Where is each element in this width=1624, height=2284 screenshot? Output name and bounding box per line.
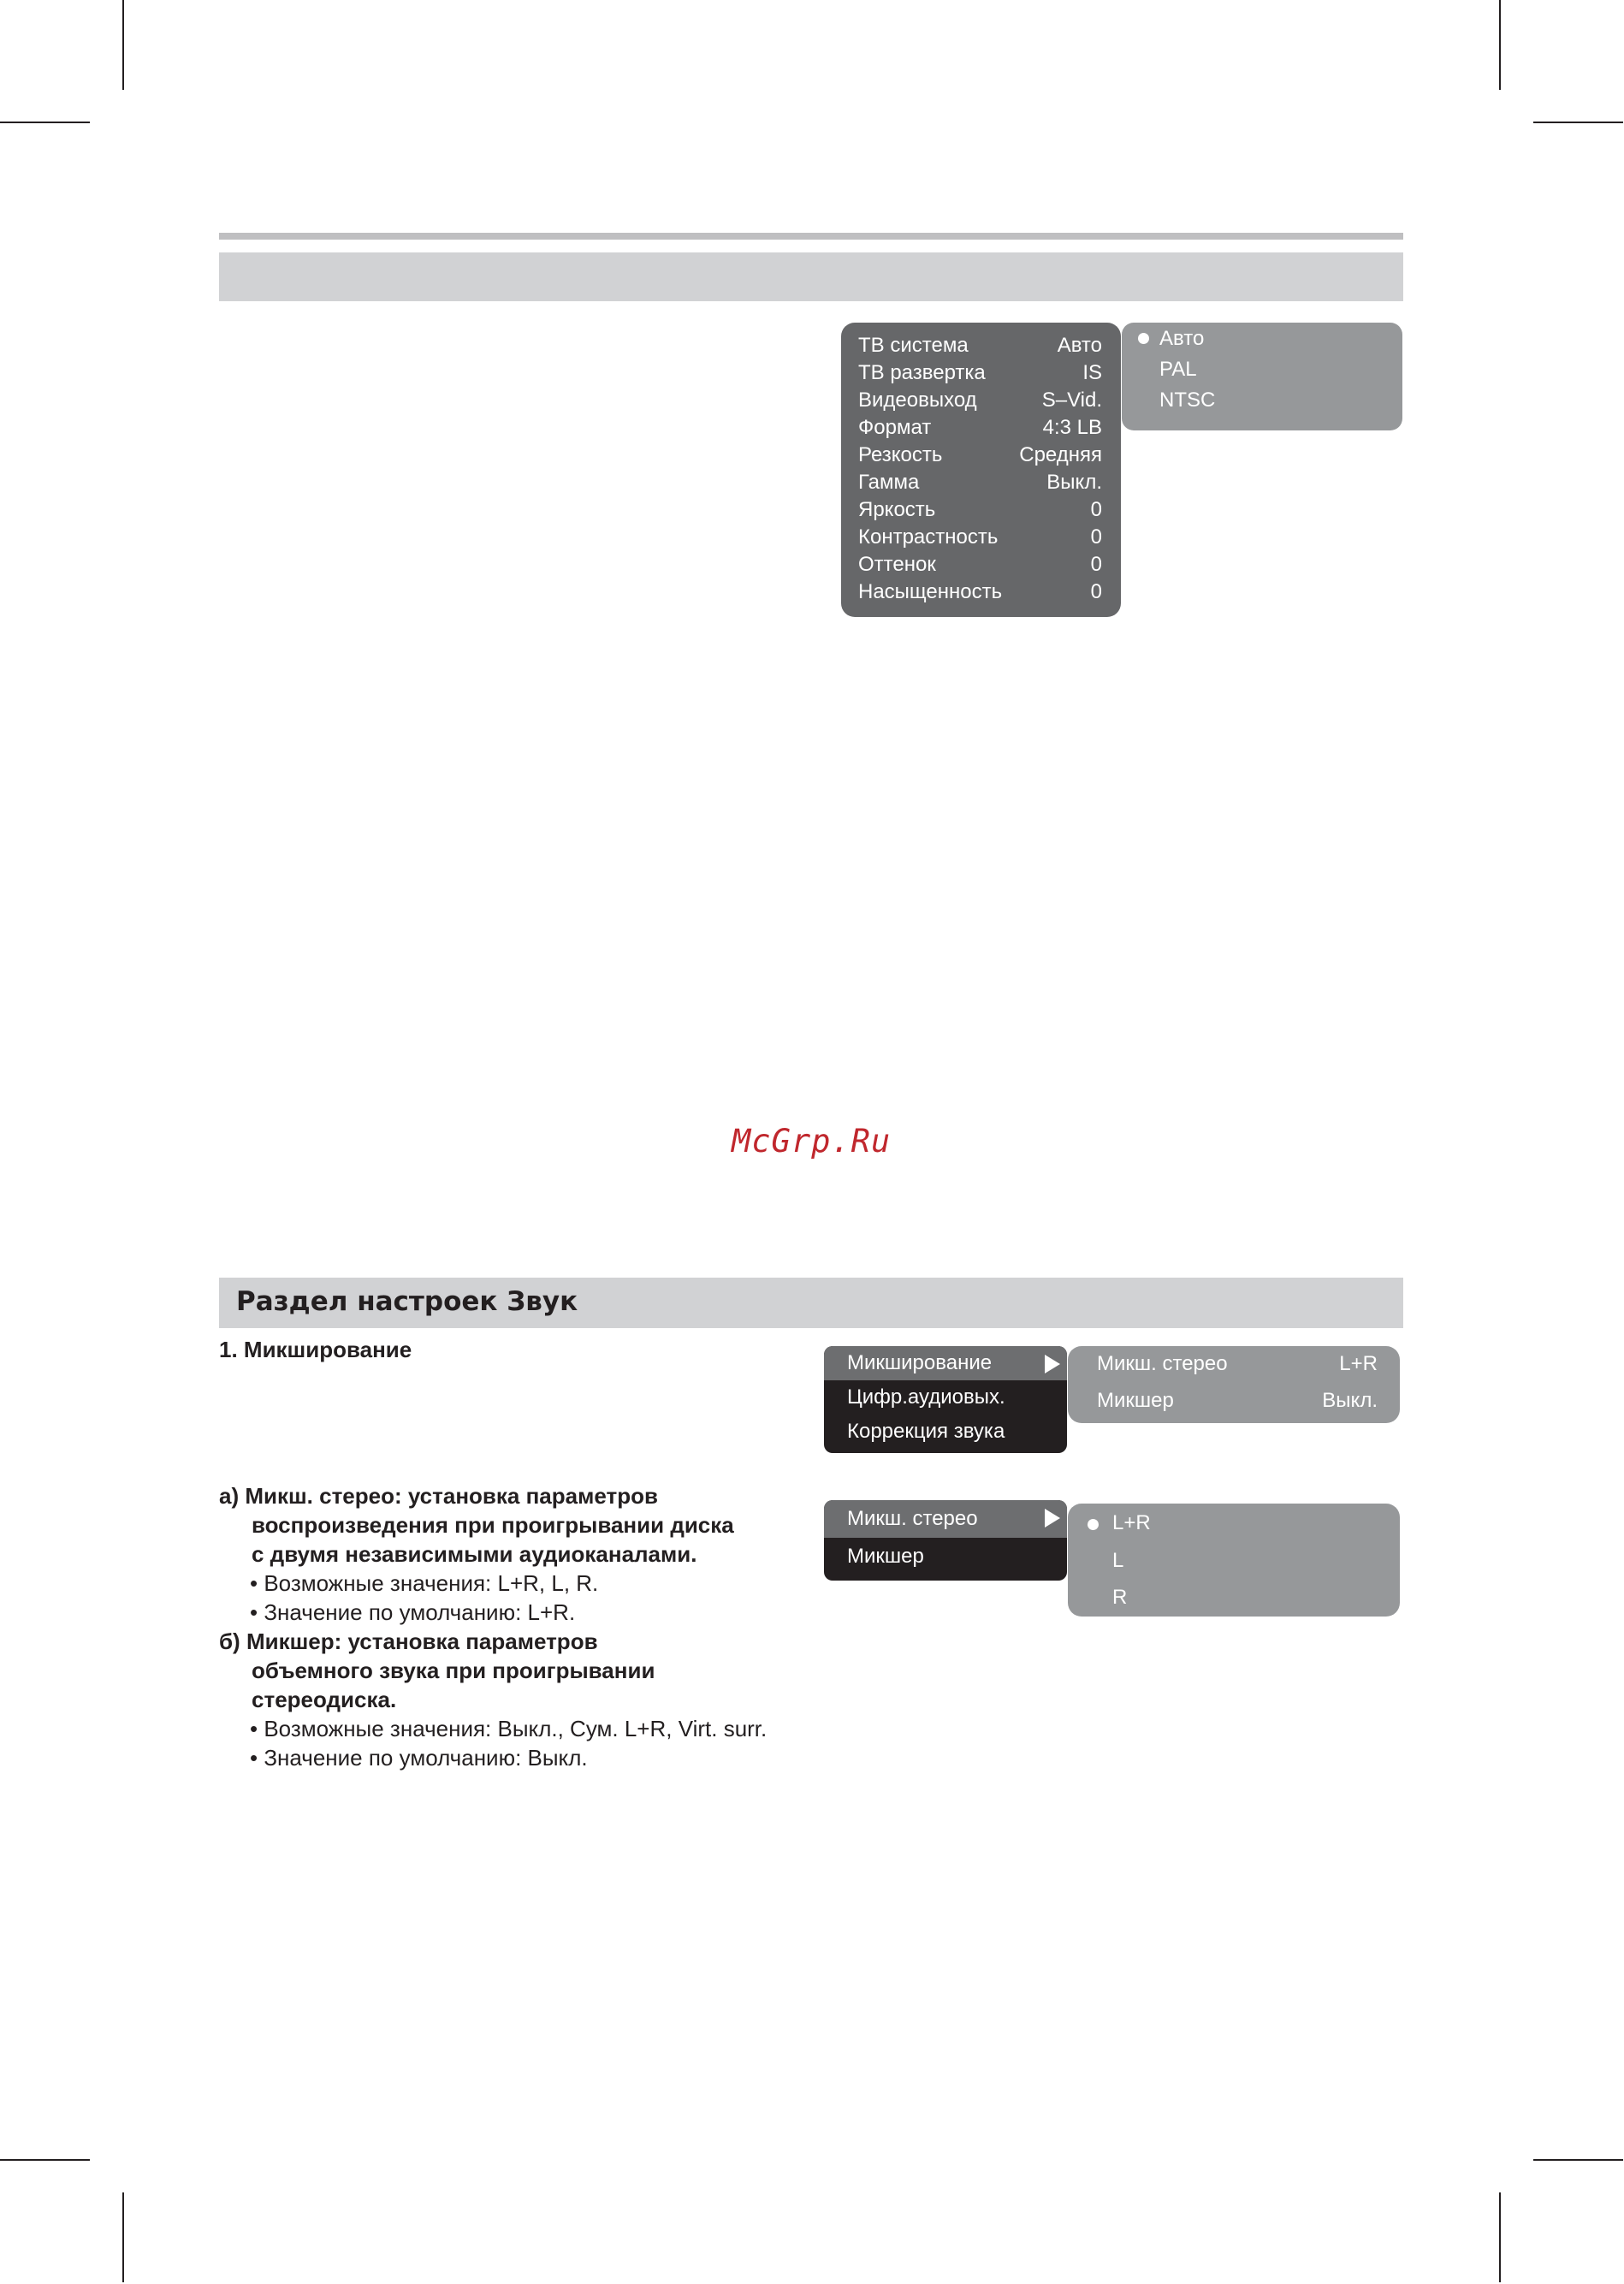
menu-row-label: Гамма (858, 471, 920, 494)
menu-row[interactable] (858, 414, 1102, 442)
menu-row[interactable] (858, 359, 1102, 387)
mixing-panel (1068, 1346, 1400, 1423)
heading: 1. Микширование (219, 1337, 412, 1362)
menu-row[interactable] (858, 524, 1102, 551)
menu-row-label: Формат (858, 416, 932, 439)
menu-row-value: 0 (1090, 553, 1102, 576)
text-line: стереодиска. (252, 1687, 397, 1712)
bullet-line: • Возможные значения: L+R, L, R. (250, 1570, 599, 1596)
option-item[interactable]: Авто (1159, 327, 1205, 350)
menu-row-label: Контрастность (858, 525, 999, 549)
sound-menu (824, 1346, 1067, 1453)
menu-row-value: 4:3 LB (1042, 416, 1102, 439)
menu-row[interactable] (858, 442, 1102, 469)
crop-mark (0, 122, 90, 123)
menu-row-value: 0 (1090, 580, 1102, 603)
section-band (219, 252, 1403, 301)
section-title: Раздел настроек Звук (236, 1286, 578, 1317)
menu-row-value: 0 (1090, 525, 1102, 549)
text-line: б) Микшер: установка параметров (219, 1628, 598, 1654)
text-line: с двумя независимыми аудиоканалами. (252, 1541, 697, 1567)
crop-mark (1499, 2192, 1501, 2282)
menu-row-label: Насыщенность (858, 580, 1003, 603)
menu-row[interactable] (858, 496, 1102, 524)
crop-mark (1499, 0, 1501, 90)
mix-stereo-menu (824, 1500, 1067, 1581)
menu-item-selected[interactable] (824, 1346, 1067, 1380)
option-item[interactable]: PAL (1159, 358, 1197, 381)
menu-row-label: Видеовыход (858, 389, 977, 412)
menu-row-label: Яркость (858, 498, 936, 521)
mix-stereo-options (1068, 1504, 1400, 1617)
menu-row-value: IS (1082, 361, 1102, 384)
watermark: McGrp.Ru (732, 1123, 892, 1160)
menu-row-value: Авто (1057, 334, 1102, 357)
menu-row[interactable] (858, 578, 1102, 606)
option-item[interactable]: L+R (1112, 1511, 1151, 1534)
panel-row-value: L+R (1339, 1352, 1378, 1375)
menu-row-label: Оттенок (858, 553, 936, 576)
menu-row-value: Выкл. (1046, 471, 1102, 494)
menu-item-label: Микш. стерео (847, 1507, 978, 1530)
selected-dot-icon (1138, 333, 1149, 344)
option-item[interactable]: NTSC (1159, 389, 1216, 412)
text-line: а) Микш. стерео: установка параметров (219, 1483, 658, 1509)
bullet-line: • Возможные значения: Выкл., Сум. L+R, Virt. surr. (250, 1716, 768, 1741)
selected-dot-icon (1088, 1519, 1099, 1530)
menu-item-label: Микширование (847, 1351, 993, 1374)
text-line: объемного звука при проигрывании (252, 1658, 655, 1683)
bullet-line: • Значение по умолчанию: Выкл. (250, 1745, 588, 1771)
menu-row[interactable] (858, 469, 1102, 496)
menu-row[interactable] (858, 387, 1102, 414)
text-line: воспроизведения при проигрывании диска (252, 1512, 734, 1538)
crop-mark (1533, 2159, 1623, 2161)
header-rule (219, 233, 1403, 240)
tv-system-options (1122, 323, 1402, 430)
menu-row[interactable] (858, 551, 1102, 578)
crop-mark (0, 2159, 90, 2161)
option-item[interactable]: R (1112, 1586, 1128, 1609)
menu-item[interactable]: Микшер (847, 1545, 924, 1568)
arrow-right-icon (1045, 1509, 1060, 1528)
video-settings-menu (841, 323, 1121, 617)
bullet-line: • Значение по умолчанию: L+R. (250, 1599, 576, 1625)
menu-item[interactable]: Коррекция звука (847, 1420, 1005, 1443)
menu-row-value: 0 (1090, 498, 1102, 521)
crop-mark (122, 2192, 124, 2282)
arrow-right-icon (1045, 1355, 1060, 1373)
menu-row-value: S–Vid. (1041, 389, 1102, 412)
panel-row-value: Выкл. (1322, 1389, 1378, 1412)
menu-row-value: Средняя (1019, 443, 1102, 466)
description-text (219, 1481, 767, 1772)
menu-row-label: Резкость (858, 443, 943, 466)
panel-row-label[interactable]: Микш. стерео (1097, 1352, 1228, 1375)
menu-row-label: ТВ система (858, 334, 969, 357)
section-band (219, 1278, 1403, 1328)
crop-mark (122, 0, 124, 90)
menu-item-selected[interactable] (824, 1500, 1067, 1538)
menu-row[interactable] (858, 332, 1102, 359)
menu-item[interactable]: Цифр.аудиовых. (847, 1385, 1005, 1409)
option-item[interactable]: L (1112, 1549, 1124, 1572)
menu-row-label: ТВ развертка (858, 361, 986, 384)
panel-row-label[interactable]: Микшер (1097, 1389, 1174, 1412)
crop-mark (1533, 122, 1623, 123)
